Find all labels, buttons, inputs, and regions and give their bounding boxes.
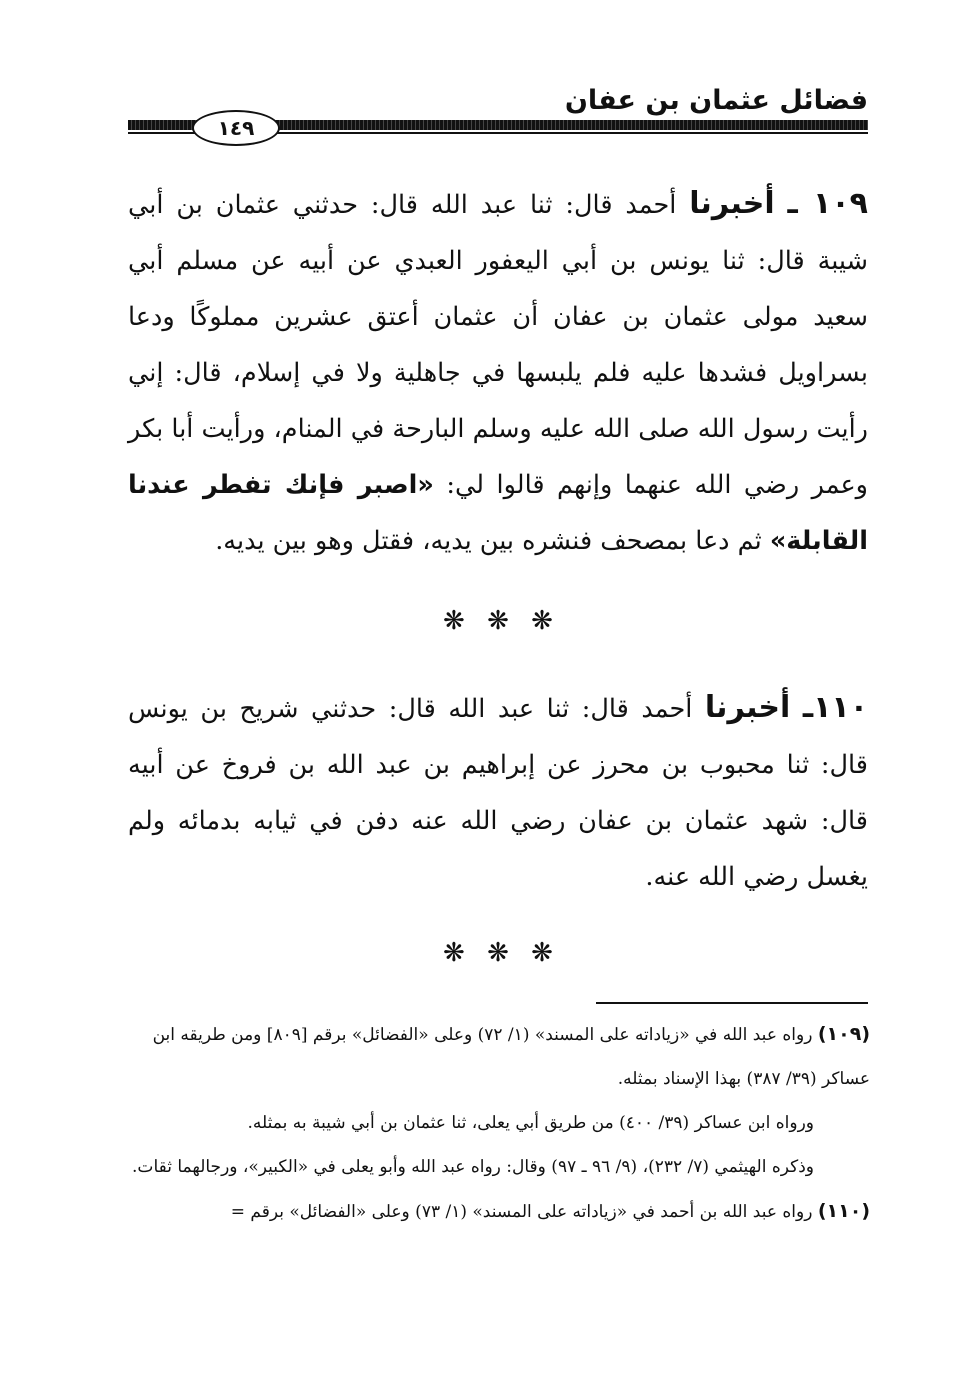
hadith-number: ١١٠ـ xyxy=(802,690,869,725)
footnote xyxy=(118,1101,870,1145)
footnote-number: (١٠٩) xyxy=(817,1023,870,1045)
footnote xyxy=(118,1012,870,1101)
footnote-text: رواه عبد الله في «زياداته على المسند» (١/ ٧٢) وعلى «الفضائل» برقم [٨٠٩] ومن طريقه ابن عساكر (٣٩/ ٣٨٧) بهذا الإسناد بمثله. xyxy=(152,1025,870,1089)
section-separator: ❋ ❋ ❋ xyxy=(443,606,553,636)
page-header xyxy=(128,84,868,148)
footnote xyxy=(118,1189,870,1234)
hadith-number: ١٠٩ ـ xyxy=(787,186,868,221)
hadith-text-end: ثم دعا بمصحف فنشره بين يديه، فقتل وهو بين يديه. xyxy=(215,526,762,556)
hadith-quote: «اصبر فإنك تفطر عندنا القابلة» xyxy=(128,470,868,556)
hadith-text: أحمد قال: ثنا عبد الله قال: حدثني شريح بن يونس قال: ثنا محبوب بن محرز عن إبراهيم بن عبد الله بن فروخ عن أبيه قال: شهد عثمان بن عفان رضي الله عنه دفن في ثيابه بدمائه ولم يغسل رضي الله عنه. xyxy=(128,694,868,892)
footnotes xyxy=(118,1012,870,1234)
hadith-109 xyxy=(128,176,868,569)
hadith-opener: أخبرنا xyxy=(689,186,775,221)
hadith-opener: أخبرنا xyxy=(704,690,791,725)
hadith-110 xyxy=(128,680,868,905)
footnote-text: وذكره الهيثمي (٧/ ٢٣٢)، (٩/ ٩٦ ـ ٩٧) وقال: رواه عبد الله وأبو يعلى في «الكبير»، ورجالهما ثقات. xyxy=(132,1157,814,1177)
section-separator: ❋ ❋ ❋ xyxy=(443,938,553,968)
page-number: ١٤٩ xyxy=(192,110,280,146)
footnote-text: رواه عبد الله بن أحمد في «زياداته على المسند» (١/ ٧٣) وعلى «الفضائل» برقم = xyxy=(230,1202,813,1222)
footnote-text: ورواه ابن عساكر (٣٩/ ٤٠٠) من طريق أبي يعلى، ثنا عثمان بن أبي شيبة به بمثله. xyxy=(247,1113,814,1133)
footnote-number: (١١٠) xyxy=(817,1200,870,1222)
footnote xyxy=(118,1145,870,1189)
running-title: فضائل عثمان بن عفان xyxy=(564,85,868,116)
footnote-rule xyxy=(596,1002,868,1004)
hadith-text: أحمد قال: ثنا عبد الله قال: حدثني عثمان بن أبي شيبة قال: ثنا يونس بن أبي اليعفور العبدي عن أبيه عن مسلم أبي سعيد مولى عثمان بن عفان أن عثمان أعتق عشرين مملوكًا ودعا بسراويل فشدها عليه فلم يلبسها في جاهلية ولا في إسلام، قال: إني رأيت رسول الله صلى الله عليه وسلم البارحة في المنام، ورأيت أبا بكر وعمر رضي الله عنهما وإنهم قالوا لي: xyxy=(128,190,868,500)
